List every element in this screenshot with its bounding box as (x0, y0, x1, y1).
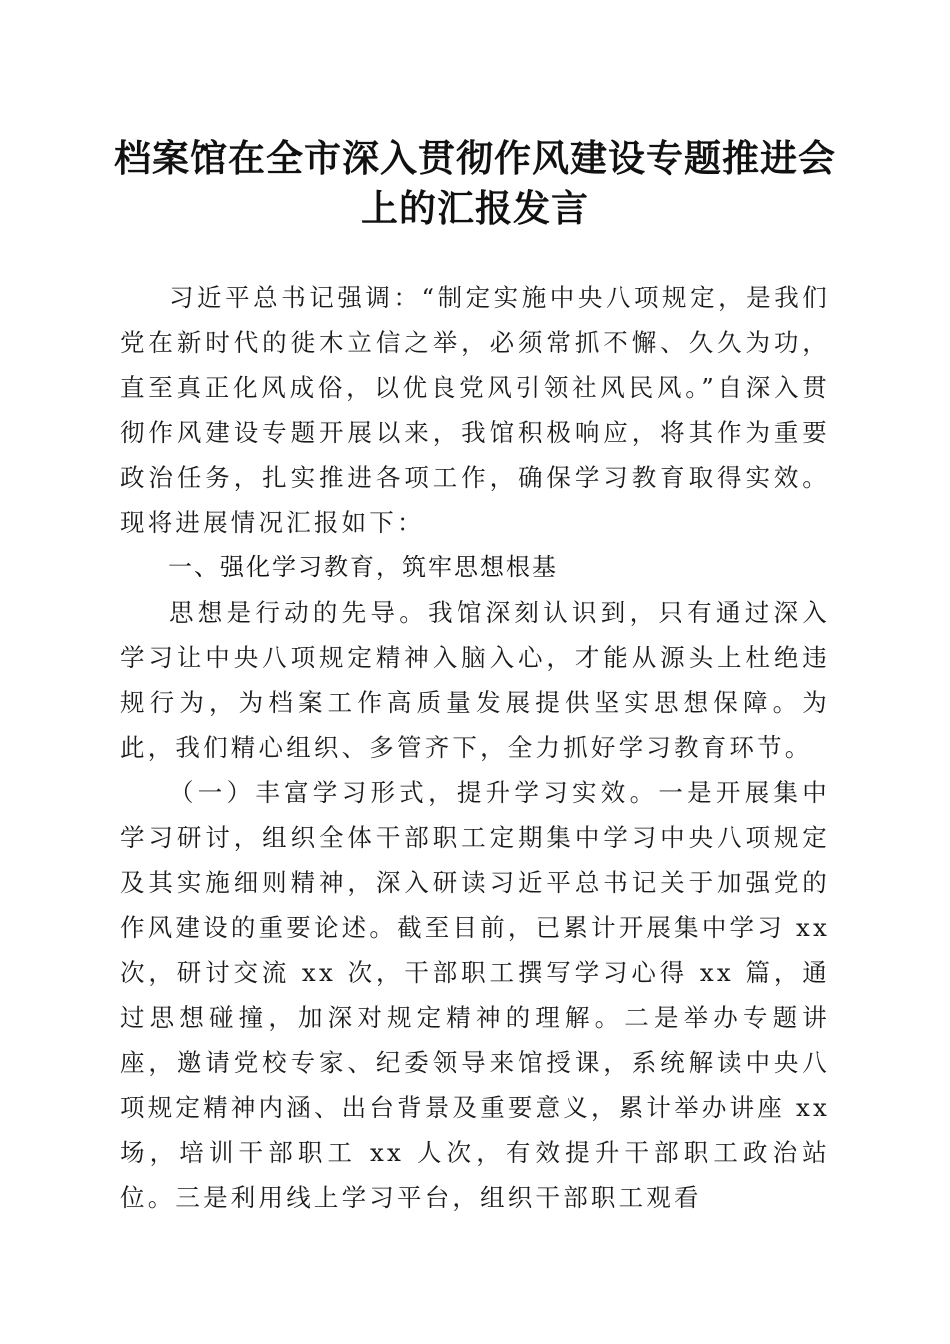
intro-paragraph: 习近平总书记强调：“制定实施中央八项规定，是我们党在新时代的徙木立信之举，必须常抓不懈、久久为功，直至真正化风成俗，以优良党风引领社风民风。”自深入贯彻作风建设专题开展以来，我馆积极响应，将其作为重要政治任务，扎实推进各项工作，确保学习教育取得实效。现将进展情况汇报如下： (120, 283, 830, 537)
subsection-1-text: 一是开展集中学习研讨，组织全体干部职工定期集中学习中央八项规定及其实施细则精神，深入研读习近平总书记关于加强党的作风建设的重要论述。截至目前，已累计开展集中学习 xx 次，研讨交流 xx 次，干部职工撰写学习心得 xx 篇，通过思想碰撞，加深对规定精神的理解。二是举办专题讲座，邀请党校专家、纪委领导来馆授课，系统解读中央八项规定精神内涵、出台背景及重要意义，累计举办讲座 xx 场，培训干部职工 xx 人次，有效提升干部职工政治站位。三是利用线上学习平台，组织干部职工观看 (120, 778, 830, 1212)
section-heading-1: 一、强化学习教育，筑牢思想根基 (168, 553, 558, 581)
subsection-1-lead: （一）丰富学习形式，提升学习实效。 (169, 778, 659, 807)
document-title: 档案馆在全市深入贯彻作风建设专题推进会上的汇报发言 (114, 136, 836, 230)
subsection-1-paragraph (120, 770, 830, 1220)
section-1-paragraph: 思想是行动的先导。我馆深刻认识到，只有通过深入学习让中央八项规定精神入脑入心，才能从源头上杜绝违规行为，为档案工作高质量发展提供坚实思想保障。为此，我们精心组织、多管齐下，全力抓好学习教育环节。 (120, 598, 830, 762)
document-body (120, 275, 830, 1220)
